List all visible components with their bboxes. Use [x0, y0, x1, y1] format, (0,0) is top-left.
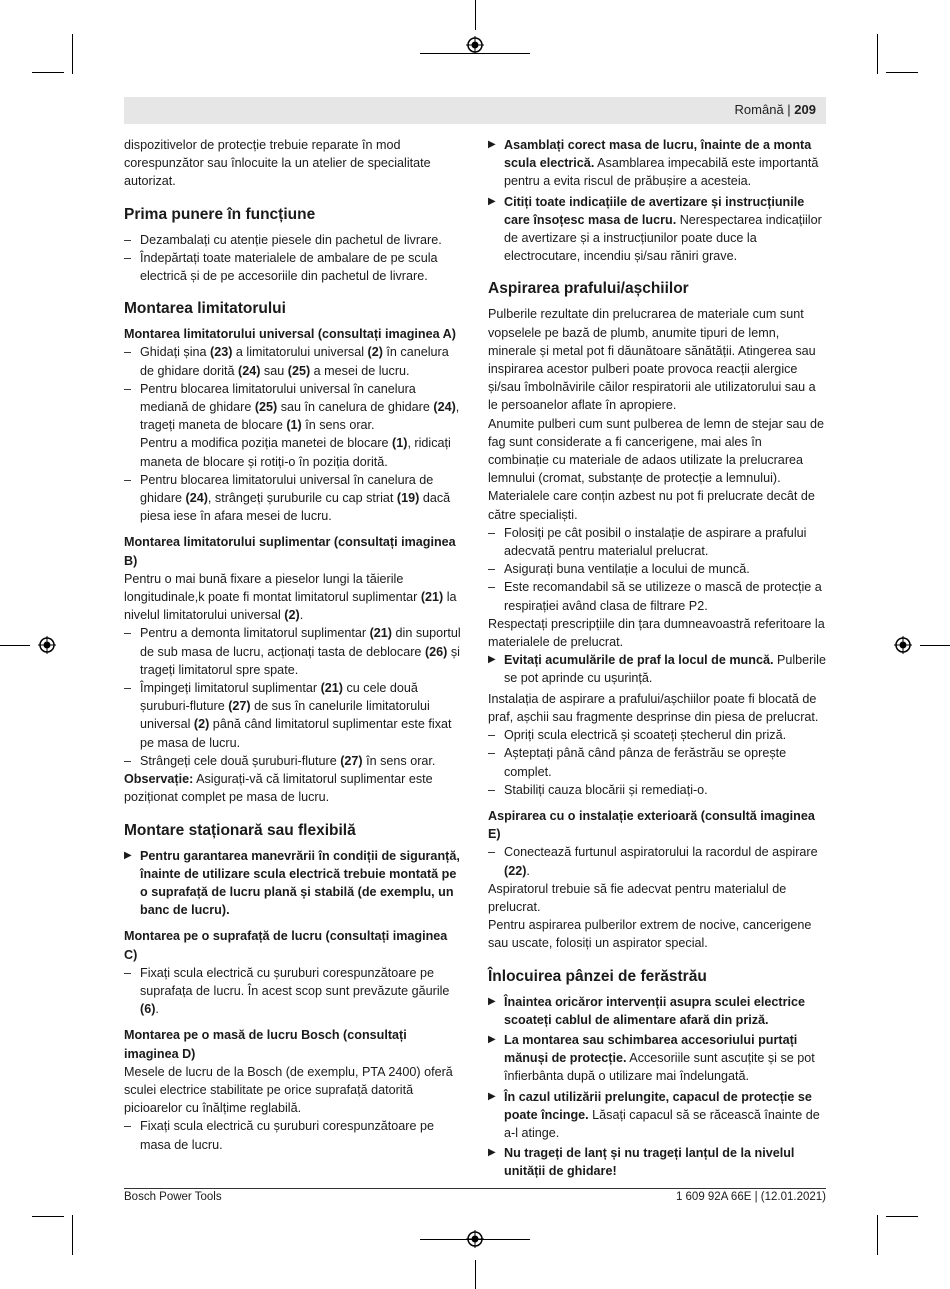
heading-inlocuirea-panzei: Înlocuirea pânzei de ferăstrău [488, 967, 707, 985]
warning-item: ▶ Asamblați corect masa de lucru, înainte de a monta scula electrică. Asamblarea impecabilă este importantă pentru a evita riscul de prăbușire a acesteia. [488, 136, 826, 191]
registration-mark-icon [38, 636, 56, 654]
crop-mark [475, 0, 476, 30]
page-header [124, 97, 826, 124]
footer-doc-code: 1 609 92A 66E | (12.01.2021) [675, 1191, 826, 1203]
heading-montarea-limitatorului: Montarea limitatorului [124, 300, 286, 318]
crop-mark [475, 1260, 476, 1289]
list-item: – Folosiți pe cât posibil o instalație de aspirare a prafului adecvată pentru materialul prelucrat. [488, 524, 826, 560]
list-item: – Pentru blocarea limitatorului universal în canelura mediană de ghidare (25) sau în canelura de ghidare (24), trageți maneta de blocare (1) în sens orar. Pentru a modifica poziția manetei de blocare (1), ridicați maneta de blocare și rotiți-o în poziția dorită. [124, 380, 462, 471]
warning-item: ▶ În cazul utilizării prelungite, capacul de protecție se poate încinge. Lăsați capacul să se răcească înainte de a-l atinge. [488, 1088, 826, 1143]
warning-item: ▶ Înaintea oricăror intervenții asupra sculei electrice scoateți cablul de alimentare afară din priză. [488, 993, 826, 1029]
list-item: – Asigurați buna ventilație a locului de muncă. [488, 560, 826, 578]
paragraph: Instalația de aspirare a prafului/așchiilor poate fi blocată de praf, așchii sau fragmente desprinse din piesa de prelucrat. [488, 691, 819, 724]
list-item: – Conectează furtunul aspiratorului la racordul de aspirare (22). [488, 843, 826, 879]
note-paragraph: Observație: Asigurați-vă că limitatorul suplimentar este poziționat complet pe masa de lucru. [124, 772, 433, 805]
list-item: – Este recomandabil să se utilizeze o mască de protecție a respirației având clasa de filtrare P2. [488, 578, 826, 614]
crop-mark [72, 34, 73, 74]
crop-mark [0, 645, 30, 646]
crop-mark [920, 645, 950, 646]
list-item: – Așteptați până când pânza de ferăstrău se oprește complet. [488, 744, 826, 780]
heading-montare-stationara: Montare staționară sau flexibilă [124, 821, 356, 839]
paragraph: Anumite pulberi cum sunt pulberea de lemn de stejar sau de fag sunt considerate a fi cancerigene, mai ales în combinație cu materiale de adaos utilizate la prelucrarea lemnului (cromat, substanțe de protecție a lemnului). Materialele care conțin azbest nu pot fi prelucrate decât de către specialiști. [488, 416, 825, 522]
crop-mark [886, 72, 918, 73]
right-column [488, 136, 826, 1183]
paragraph: Pentru aspirarea pulberilor extrem de nocive, cancerigene sau uscate, folosiți un aspirator special. [488, 918, 812, 951]
crop-mark [32, 1216, 64, 1217]
warning-item: ▶ Nu trageți de lanț și nu trageți lanțul de la nivelul unității de ghidare! [488, 1144, 826, 1180]
paragraph: Aspiratorul trebuie să fie adecvat pentru materialul de prelucrat. [488, 881, 787, 914]
header-language: Română [734, 102, 784, 117]
paragraph: Pulberile rezultate din prelucrarea de materiale cum sunt vopselele pe bază de plumb, anumite tipuri de lemn, minerale și metal pot fi dăunătoare sănătății. Atingerea sau inspirarea acestor pulberi poate provoca reacții alergice și/sau îmbolnăvirile căilor respiratorii ale utilizatorului sau a le persoanelor aflate în apropiere. [488, 307, 816, 413]
crop-mark [32, 72, 64, 73]
list-item: – Fixați scula electrică cu șuruburi corespunzătoare pe masa de lucru. [124, 1117, 462, 1153]
paragraph: Respectați prescripțiile din țara dumneavoastră referitoare la materialele de prelucrat. [488, 616, 825, 650]
list-item: – Îndepărtați toate materialele de ambalare de pe scula electrică și de pe accesoriile din pachetul de livrare. [124, 249, 462, 285]
list-item: – Dezambalați cu atenție piesele din pachetul de livrare. [124, 231, 462, 249]
list-item: – Pentru a demonta limitatorul suplimentar (21) din suportul de sub masa de lucru, acționați tasta de deblocare (26) și trageți limitatorul spre spate. [124, 624, 462, 679]
crop-mark [72, 1215, 73, 1255]
registration-mark-icon [894, 636, 912, 654]
left-column [124, 136, 462, 1154]
footer-rule [124, 1188, 826, 1189]
warning-item: ▶ La montarea sau schimbarea accesoriului purtați mănuși de protecție. Accesoriile sunt ascuțite și se pot înfierbânta după o utilizare mai îndelungată. [488, 1031, 826, 1086]
list-item: – Împingeți limitatorul suplimentar (21) cu cele două șuruburi-fluture (27) de sus în canelurile limitatorului universal (2) până când limitatorul suplimentar este fixat pe masa de lucru. [124, 679, 462, 752]
heading-prima-punere: Prima punere în funcțiune [124, 205, 316, 223]
heading-aspirarea: Aspirarea prafului/așchiilor [488, 280, 689, 298]
list-item: – Pentru blocarea limitatorului universal în canelura de ghidare (24), strângeți șuruburile cu cap striat (19) dacă piesa iese în afara mesei de lucru. [124, 471, 462, 526]
warning-item: ▶ Citiți toate indicațiile de avertizare și instrucțiunile care însoțesc masa de lucru. Nerespectarea indicațiilor de avertizare și a instrucțiunilor poate duce la electrocutare, incendiu și/sau răniri grave. [488, 193, 826, 266]
warning-item: ▶ Pentru garantarea manevrării în condiții de siguranță, înainte de utilizare scula electrică trebuie montată pe o suprafață de lucru plană și stabilă (de exemplu, un banc de lucru). [124, 847, 462, 920]
list-item: – Ghidați șina (23) a limitatorului universal (2) în canelura de ghidare dorită (24) sau (25) a mesei de lucru. [124, 343, 462, 379]
list-item: – Fixați scula electrică cu șuruburi corespunzătoare pe suprafața de lucru. În acest scop sunt prevăzute găurile (6). [124, 964, 462, 1019]
intro-paragraph: dispozitivelor de protecție trebuie reparate în mod corespunzător sau înlocuite la un atelier de specialitate autorizat. [124, 138, 431, 189]
crop-mark [877, 34, 878, 74]
list-item: – Opriți scula electrică și scoateți ștecherul din priză. [488, 726, 826, 744]
paragraph: Mesele de lucru de la Bosch (de exemplu, PTA 2400) oferă sculei electrice stabilitate pe orice suprafață datorită picioarelor cu înălțime reglabilă. [124, 1064, 453, 1116]
subheading-instalatie-exterioara: Aspirarea cu o instalație exterioară (consultă imaginea E) [488, 808, 815, 842]
warning-item: ▶ Evitați acumulările de praf la locul de muncă. Pulberile se pot aprinde cu ușurință. [488, 651, 826, 687]
subheading-masa-bosch: Montarea pe o masă de lucru Bosch (consultați imaginea D) [124, 1028, 407, 1061]
subheading-suprafata-lucru: Montarea pe o suprafață de lucru (consultați imaginea C) [124, 929, 448, 962]
page-number: 209 [794, 102, 816, 117]
registration-mark-icon [466, 36, 484, 54]
footer-brand: Bosch Power Tools [124, 1191, 222, 1203]
subheading-limitator-universal: Montarea limitatorului universal (consultați imaginea A) [124, 327, 456, 342]
registration-mark-icon [466, 1230, 484, 1248]
paragraph: Pentru o mai bună fixare a pieselor lungi la tăierile longitudinale,k poate fi montat limitatorul suplimentar (21) la nivelul limitatorului universal (2). [124, 571, 457, 623]
subheading-limitator-suplimentar: Montarea limitatorului suplimentar (consultați imaginea B) [124, 535, 456, 568]
list-item: – Strângeți cele două șuruburi-fluture (27) în sens orar. [124, 752, 462, 770]
crop-mark [877, 1215, 878, 1255]
crop-mark [886, 1216, 918, 1217]
list-item: – Stabiliți cauza blocării și remediați-o. [488, 781, 826, 799]
header-text: Română | 209 [734, 102, 816, 117]
